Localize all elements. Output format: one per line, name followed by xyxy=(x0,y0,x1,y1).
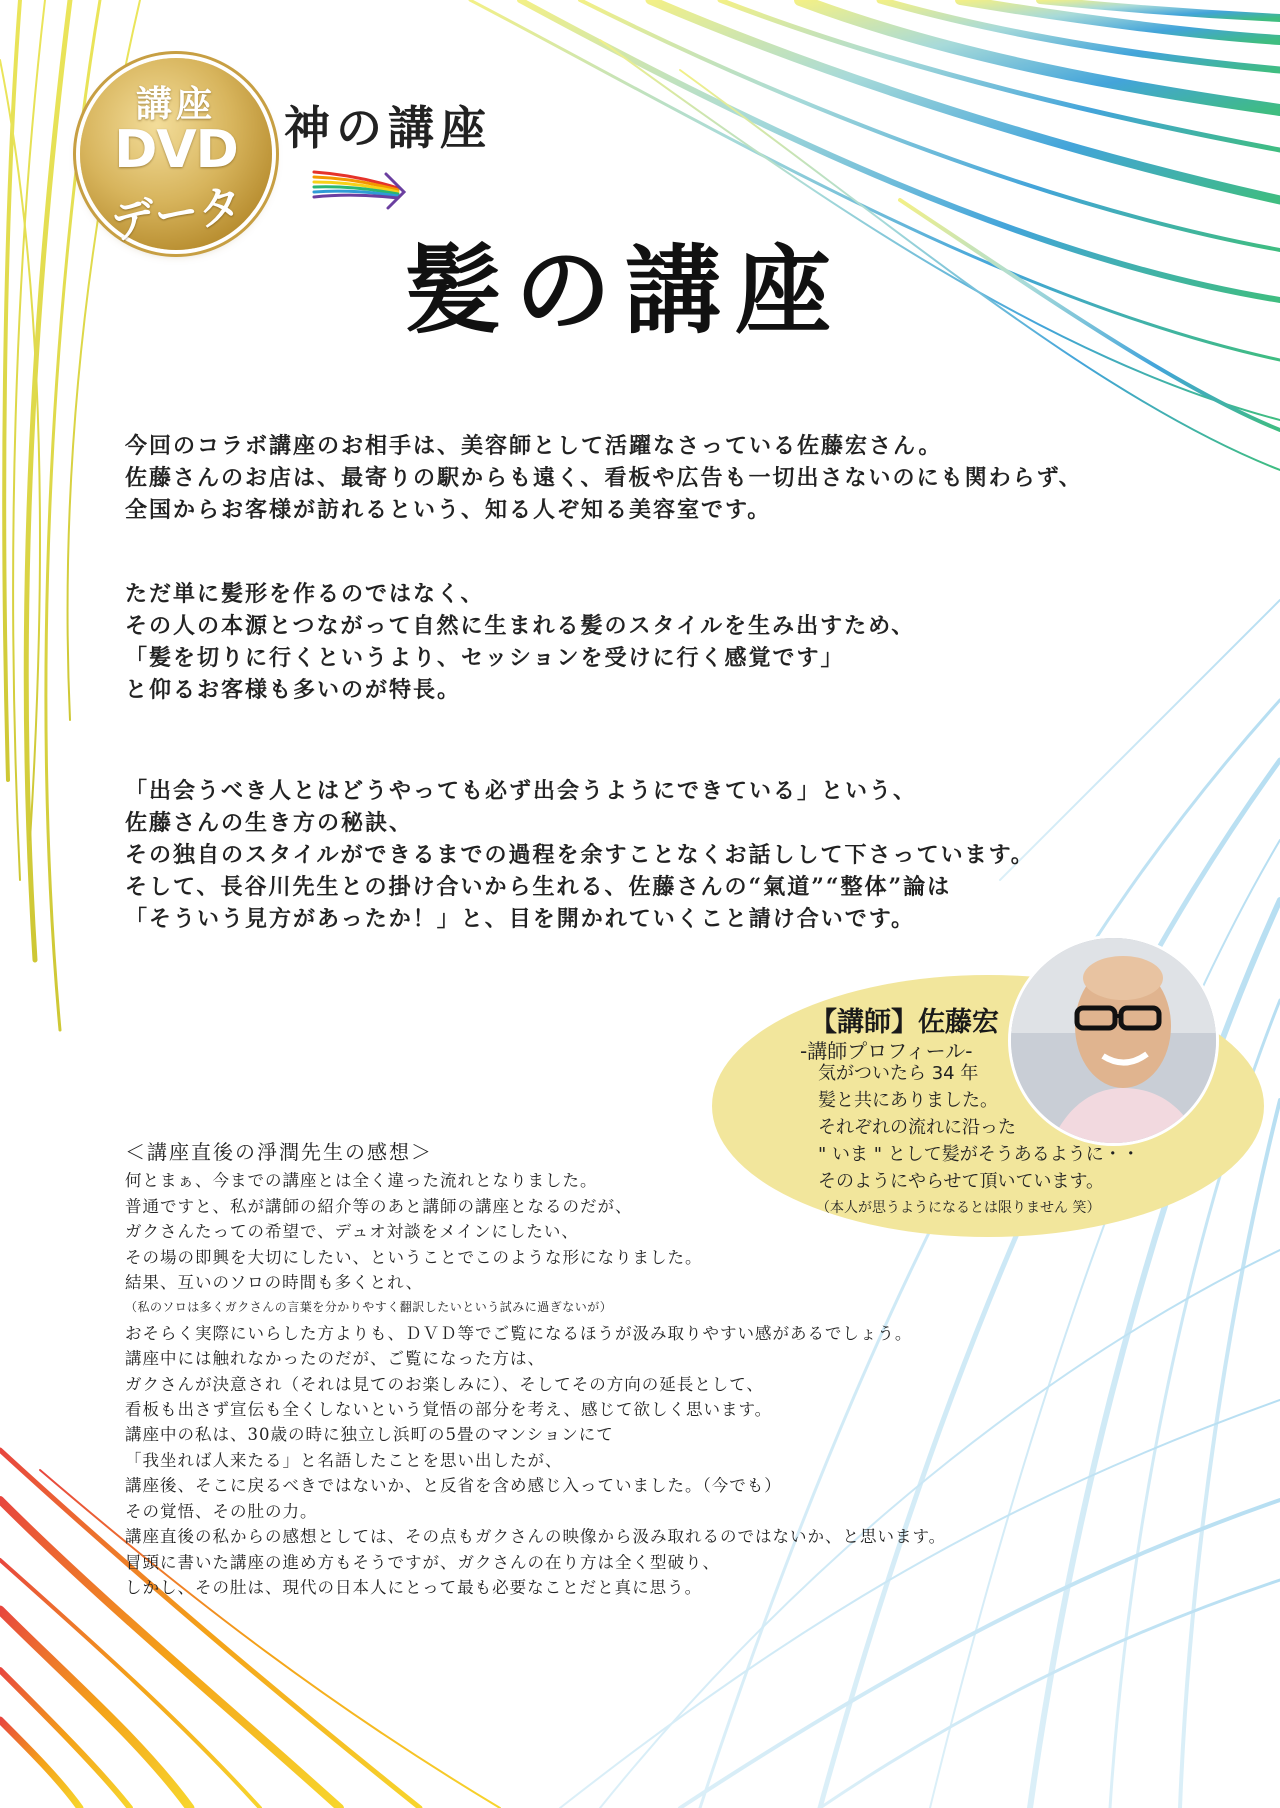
profile-line: 気がついたら 34 年 xyxy=(818,1063,979,1084)
review-line: その場の即興を大切にしたい、ということでこのような形になりました。 xyxy=(125,1247,703,1267)
intro-line: その人の本源とつながって自然に生まれる髪のスタイルを生み出すため、 xyxy=(125,613,916,639)
intro-paragraph-1 xyxy=(125,430,1185,526)
review-line: 冒頭に書いた講座の進め方もそうですが、ガクさんの在り方は全く型破り、 xyxy=(125,1552,720,1572)
profile-subtitle: -講師プロフィール- xyxy=(800,1039,973,1063)
review-section xyxy=(125,1140,1125,1600)
intro-line: 「出会うべき人とはどうやっても必ず出会うようにできている」という、 xyxy=(125,778,918,804)
review-line: （私のソロは多くガクさんの言葉を分かりやすく翻訳したいという試みに過ぎないが） xyxy=(125,1300,613,1315)
intro-line: 佐藤さんのお店は、最寄りの駅からも遠く、看板や広告も一切出さないのにも関わらず、 xyxy=(125,465,1083,491)
instructor-name: 【講師】佐藤宏 xyxy=(810,1007,999,1038)
review-line: 講座中には触れなかったのだが、ご覧になった方は、 xyxy=(125,1349,545,1369)
intro-line: ただ単に髪形を作るのではなく、 xyxy=(125,581,485,607)
review-line: 講座直後の私からの感想としては、その点もガクさんの映像から汲み取れるのではないか、と思います。 xyxy=(125,1527,947,1547)
intro-line: 「そういう見方があったか！」と、目を開かれていくこと請け合いです。 xyxy=(125,906,916,932)
main-title: 髪の講座 xyxy=(405,234,845,347)
profile-line: " いま " として髪がそうあるように・・ xyxy=(818,1144,1140,1165)
intro-paragraph-3 xyxy=(125,775,1185,935)
review-line: 看板も出さず宣伝も全くしないという覚悟の部分を考え、感じて欲しく思います。 xyxy=(125,1400,773,1420)
intro-line: と仰るお客様も多いのが特長。 xyxy=(125,677,462,703)
intro-line: 全国からお客様が訪れるという、知る人ぞ知る美容室です。 xyxy=(125,497,772,523)
review-line: 何とまぁ、今までの講座とは全く違った流れとなりました。 xyxy=(125,1171,598,1191)
profile-line: 髪と共にありました。 xyxy=(818,1090,998,1111)
intro-paragraph-2 xyxy=(125,578,1185,706)
dvd-badge xyxy=(80,58,272,250)
profile-note: （本人が思うようになるとは限りません 笑） xyxy=(816,1200,1101,1216)
rainbow-arrow-icon xyxy=(312,162,412,212)
review-line: 講座後、そこに戻るべきではないか、と反省を含め感じ入っていました。（今でも） xyxy=(125,1476,782,1496)
intro-line: そして、長谷川先生との掛け合いから生れる、佐藤さんの“氣道”“整体”論は xyxy=(125,874,952,900)
review-line: 「我坐れば人来たる」と名語したことを思い出したが、 xyxy=(125,1450,563,1470)
review-line: 講座中の私は、30歳の時に独立し浜町の5畳のマンションにて xyxy=(125,1425,614,1445)
review-title: ＜講座直後の淨潤先生の感想＞ xyxy=(125,1140,433,1164)
profile-line: そのようにやらせて頂いています。 xyxy=(818,1171,1105,1192)
review-line: ガクさんたっての希望で、デュオ対談をメインにしたい、 xyxy=(125,1222,579,1242)
badge-line-1: 講座 xyxy=(135,84,216,125)
review-line: ガクさんが決意され（それは見てのお楽しみに）、そしてその方向の延長として、 xyxy=(125,1374,764,1394)
review-line: しかし、その肚は、現代の日本人にとって最も必要なことだと真に思う。 xyxy=(125,1577,703,1597)
intro-line: 「髪を切りに行くというより、セッションを受けに行く感覚です」 xyxy=(125,645,845,671)
supertitle: 神の講座 xyxy=(284,101,492,155)
review-line: その覚悟、その肚の力。 xyxy=(125,1501,318,1521)
badge-line-3: データ xyxy=(107,180,246,249)
badge-line-2: DVD xyxy=(114,120,238,180)
review-line: 普通ですと、私が講師の紹介等のあと講師の講座となるのだが、 xyxy=(125,1196,633,1216)
intro-line: 佐藤さんの生き方の秘訣、 xyxy=(125,810,414,836)
intro-line: その独自のスタイルができるまでの過程を余すことなくお話しして下さっています。 xyxy=(125,842,1035,868)
intro-line: 今回のコラボ講座のお相手は、美容師として活躍なさっている佐藤宏さん。 xyxy=(125,433,943,459)
profile-line: それぞれの流れに沿った xyxy=(818,1117,1016,1138)
review-line: 結果、互いのソロの時間も多くとれ、 xyxy=(125,1273,424,1293)
review-line: おそらく実際にいらした方よりも、ＤＶＤ等でご覧になるほうが汲み取りやすい感があるでしょう。 xyxy=(125,1323,913,1343)
